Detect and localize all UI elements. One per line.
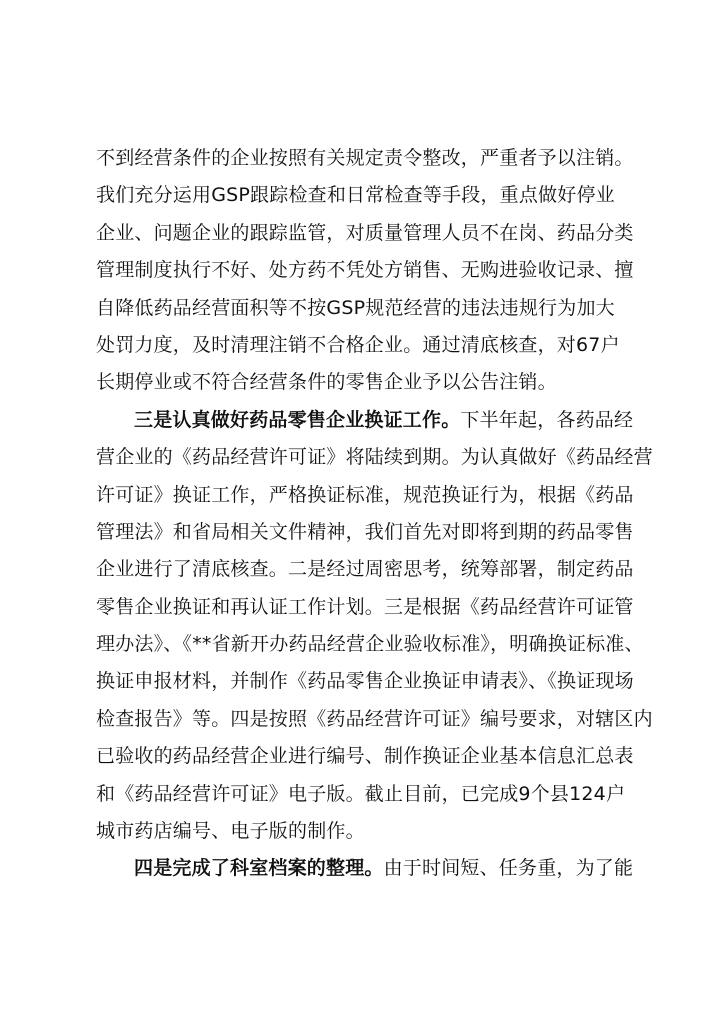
text-line: 零售企业换证和再认证工作计划。三是根据《药品经营许可证管 (96, 595, 634, 618)
paragraph-heading: 四是完成了科室档案的整理。 (134, 857, 384, 880)
text-line: 企业进行了清底核查。二是经过周密思考，统筹部署，制定药品 (96, 558, 634, 581)
text-line: 已验收的药品经营企业进行编号、制作换证企业基本信息汇总表 (96, 745, 634, 768)
body-text (96, 140, 653, 888)
text-line: 自降低药品经营面积等不按GSP规范经营的违法违规行为加大 (96, 296, 615, 319)
text-line: 许可证》换证工作，严格换证标准，规范换证行为，根据《药品 (96, 483, 634, 506)
text-line: 不到经营条件的企业按照有关规定责令整改，严重者予以注销。 (96, 147, 634, 169)
text-line: 和《药品经营许可证》电子版。截止目前，已完成9个县124户 (96, 782, 626, 805)
paragraph-text: 由于时间短、任务重，为了能 (383, 857, 634, 880)
text-line: 长期停业或不符合经营条件的零售企业予以公告注销。 (96, 371, 557, 394)
paragraph-text: 下半年起，各药品经 (460, 408, 634, 431)
text-line: 城市药店编号、电子版的制作。 (96, 820, 365, 843)
text-line: 企业、问题企业的跟踪监管，对质量管理人员不在岗、药品分类 (96, 221, 634, 244)
text-line: 处罚力度，及时清理注销不合格企业。通过清底核查，对67户 (96, 333, 620, 356)
text-line: 管理法》和省局相关文件精神，我们首先对即将到期的药品零售 (96, 520, 634, 543)
text-line: 管理制度执行不好、处方药不凭处方销售、无购进验收记录、擅 (96, 259, 634, 282)
text-line: 理办法》、《**省新开办药品经营企业验收标准》，明确换证标准、 (96, 633, 644, 656)
text-line: 换证申报材料，并制作《药品零售企业换证申请表》、《换证现场 (96, 670, 634, 693)
text-line: 营企业的《药品经营许可证》将陆续到期。为认真做好《药品经营 (96, 446, 653, 469)
paragraph-heading: 三是认真做好药品零售企业换证工作。 (134, 408, 461, 431)
text-line: 检查报告》等。四是按照《药品经营许可证》编号要求，对辖区内 (96, 707, 653, 730)
paragraph-start-line (96, 850, 648, 887)
paragraph-start-line (96, 402, 648, 439)
text-line: 我们充分运用GSP跟踪检查和日常检查等手段，重点做好停业 (96, 184, 615, 207)
